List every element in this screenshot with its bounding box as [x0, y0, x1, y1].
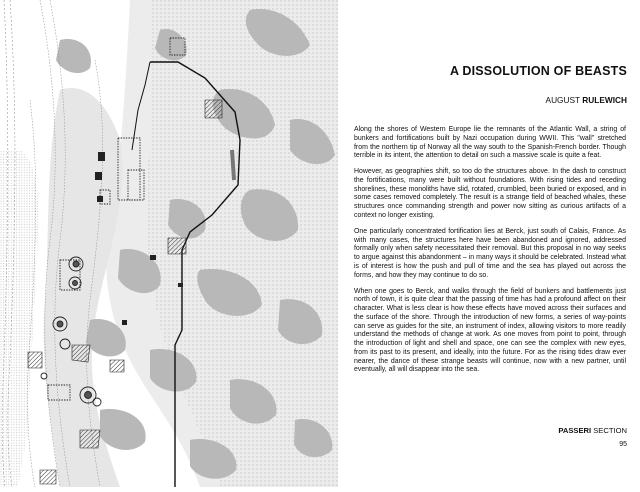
- paved-road-segment: [232, 150, 234, 180]
- article-author: [546, 95, 627, 105]
- section-name: PASSERI: [558, 426, 592, 435]
- paragraph-2: However, as geographies shift, so too do the structures above. In the dash to construct the fortifications, many were built without foundations. With rising tides and receding shorelines, these monoliths have slid, rotated, crumbled, been buried or exposed, and in some cases removed completely. The result is a strange field of beached whales, these structures once commanding strength and power now sitting as curious artifacts of a context no longer existing.: [354, 168, 626, 219]
- article-page: [338, 0, 640, 487]
- section-word: SECTION: [593, 426, 627, 435]
- author-first-name: AUGUST: [545, 95, 580, 105]
- article-body: [354, 126, 626, 382]
- paragraph-4: When one goes to Berck, and walks through the field of bunkers and battlements just north of town, it is quite clear that the passing of time has had a profound affect on their character. What is less clear is how these effects have moved across their surfaces and the surface of the shore. Through the introduction of new forms, a series of way-points can serve as guides for the site, an instrument of index, allowing visitors to more readily understand the methods of change at work. As one moves from point to point, through the introduction of light and shell and space, one can see the complex with new eyes, from its past to its present, and ideally, into the future. For as the rising tides draw ever nearer, the dance of these strange beasts will continue, now with a new partner, until eventually, all will disappear into the sea.: [354, 287, 626, 374]
- paragraph-3: One particularly concentrated fortification lies at Berck, just south of Calais, France. As with many cases, the structures here have been abandoned and ignored, addressed formally only when safety necessitated their removal. But this proposal in no way seeks to argue against this abandonment – in many ways it should be celebrated. Instead what is of interest is how the push and pull of time and the sea has played out across the forms, and how they may continue to do so.: [354, 227, 626, 279]
- author-last-name: RULEWICH: [582, 95, 627, 105]
- section-label: [558, 426, 627, 435]
- paragraph-1: Along the shores of Western Europe lie the remnants of the Atlantic Wall, a string of bunkers and fortifications built by Nazi occupation during WWII. This "wall" stretched from the northern tip of Norway all the way south to the Spanish-French border. Though terrible in its intent, the attention to detail on such a massive scale is quite a feat.: [354, 126, 626, 160]
- page-number: 95: [619, 441, 627, 448]
- article-title: A DISSOLUTION OF BEASTS: [449, 64, 627, 78]
